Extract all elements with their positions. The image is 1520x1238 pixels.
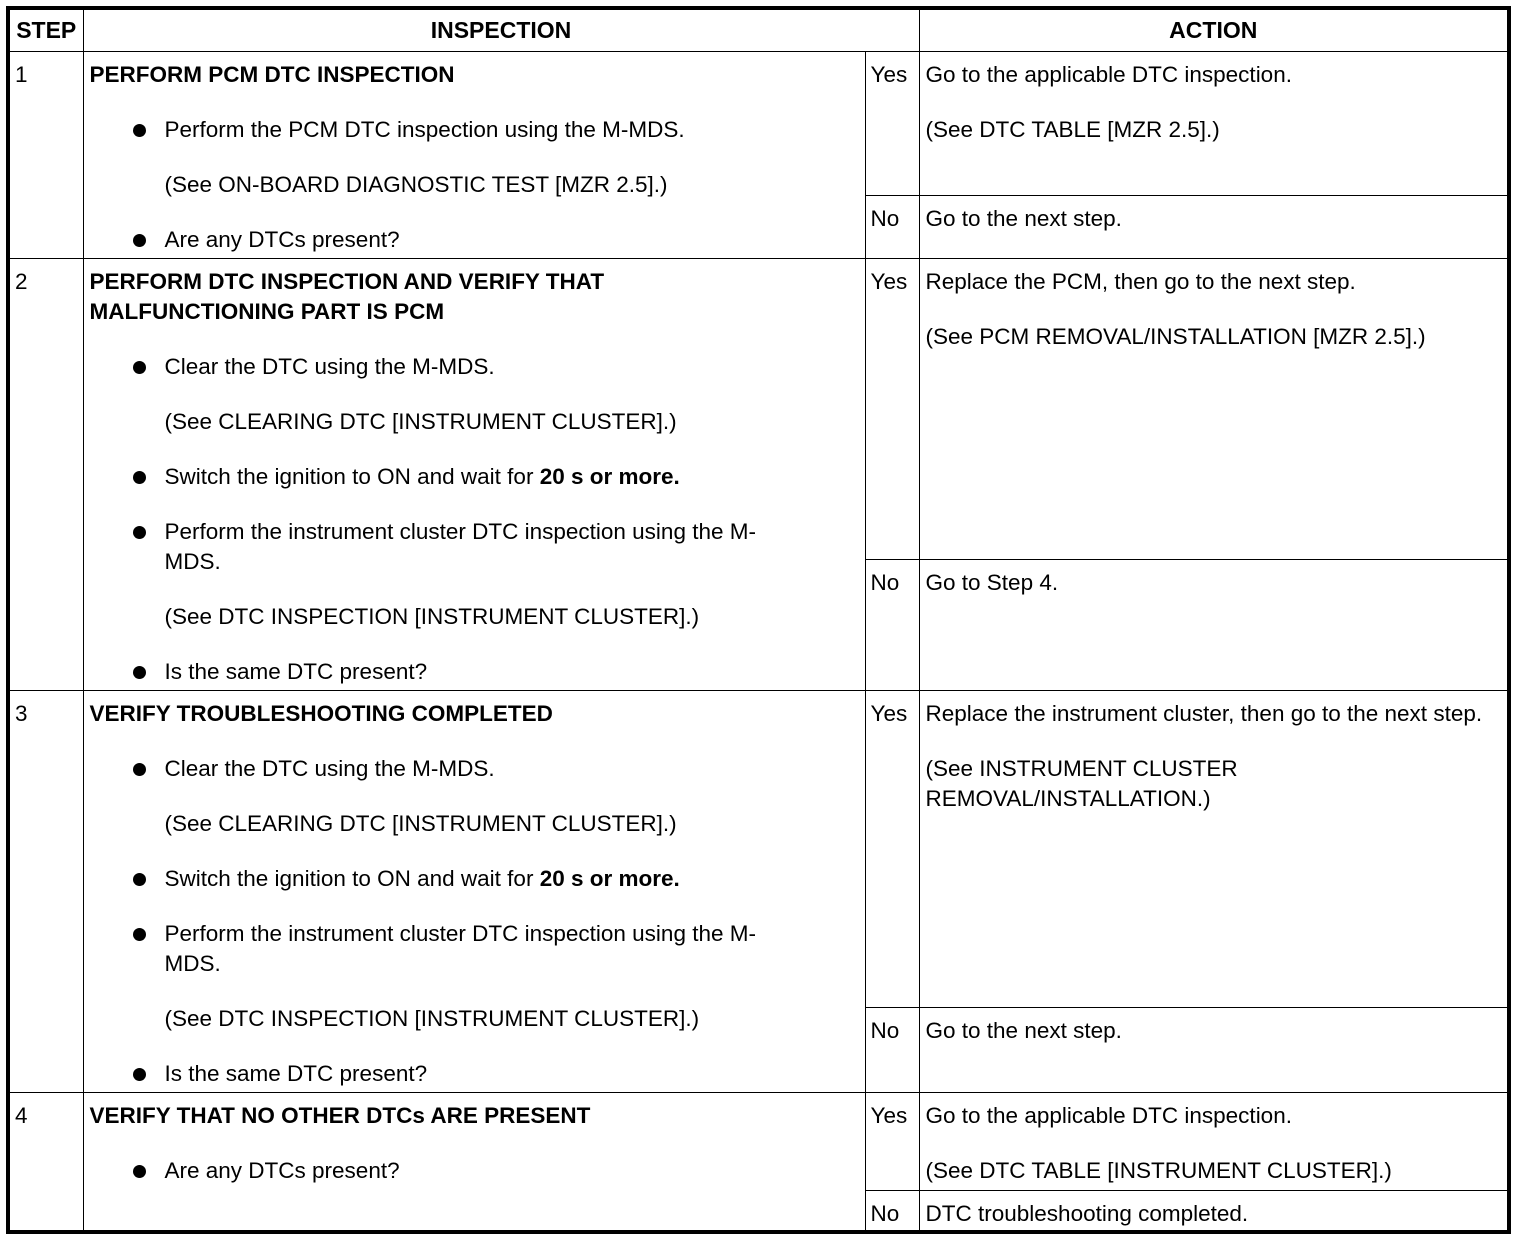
step-2-yes-label: Yes [865,259,919,560]
bullet-icon [133,1165,146,1178]
step-4-no-action: DTC troubleshooting completed. [919,1191,1509,1232]
step-1-reference-1: (See ON-BOARD DIAGNOSTIC TEST [MZR 2.5].) [164,172,668,197]
step-4-yes-row [8,1093,1509,1191]
step-4-number: 4 [8,1093,83,1232]
step-4-yes-label: Yes [865,1093,919,1191]
bullet-icon [133,873,146,886]
step-2-no-action: Go to Step 4. [919,560,1509,691]
step-1-bullet-2: Are any DTCs present? [90,225,865,255]
step-3-yes-reference: (See INSTRUMENT CLUSTER REMOVAL/INSTALLATION.) [925,756,1238,811]
bullet-icon [133,234,146,247]
step-3-no-action: Go to the next step. [919,1008,1509,1093]
step-3-yes-text: Replace the instrument cluster, then go to the next step. [925,701,1483,726]
step-3-reference-3: (See DTC INSPECTION [INSTRUMENT CLUSTER].) [164,1006,700,1031]
step-4-no-label: No [865,1191,919,1232]
step-1-title: PERFORM PCM DTC INSPECTION [89,62,455,87]
step-3-reference-1: (See CLEARING DTC [INSTRUMENT CLUSTER].) [164,811,677,836]
bullet-icon [133,124,146,137]
header-inspection: INSPECTION [83,8,919,52]
step-2-title: PERFORM DTC INSPECTION AND VERIFY THAT MALFUNCTIONING PART IS PCM [89,269,605,324]
troubleshooting-table [6,6,1511,1234]
step-3-yes-action [919,691,1509,1008]
step-2-reference-3: (See DTC INSPECTION [INSTRUMENT CLUSTER].) [164,604,700,629]
step-2-yes-row [8,259,1509,560]
step-2-yes-action [919,259,1509,560]
step-3-title: VERIFY TROUBLESHOOTING COMPLETED [89,701,553,726]
step-3-yes-row [8,691,1509,1008]
step-4-yes-action [919,1093,1509,1191]
header-action: ACTION [919,8,1509,52]
bullet-icon [133,526,146,539]
step-1-inspection [83,52,865,259]
step-1-yes-action [919,52,1509,196]
step-1-yes-reference: (See DTC TABLE [MZR 2.5].) [925,117,1220,142]
bullet-icon [133,1068,146,1081]
step-3-bullet-3: Perform the instrument cluster DTC inspection using the M-MDS. [90,919,865,979]
header-row [8,8,1509,52]
header-step: STEP [8,8,83,52]
step-1-no-label: No [865,196,919,259]
step-4-title: VERIFY THAT NO OTHER DTCs ARE PRESENT [89,1103,591,1128]
step-3-number: 3 [8,691,83,1093]
step-2-bullet-1: Clear the DTC using the M-MDS. [90,352,865,382]
step-1-bullet-1: Perform the PCM DTC inspection using the M-MDS. [90,115,865,145]
step-2-inspection [83,259,865,691]
bullet-icon [133,928,146,941]
bullet-icon [133,471,146,484]
step-4-bullet-1: Are any DTCs present? [90,1156,865,1186]
step-2-bullet-2: Switch the ignition to ON and wait for 20 s or more. [90,462,865,492]
step-3-bullet-4: Is the same DTC present? [90,1059,865,1089]
step-3-yes-label: Yes [865,691,919,1008]
step-3-bullet-2: Switch the ignition to ON and wait for 20 s or more. [90,864,865,894]
bullet-icon [133,763,146,776]
step-1-number: 1 [8,52,83,259]
step-3-bullet-1: Clear the DTC using the M-MDS. [90,754,865,784]
step-4-yes-reference: (See DTC TABLE [INSTRUMENT CLUSTER].) [925,1158,1392,1183]
step-2-reference-1: (See CLEARING DTC [INSTRUMENT CLUSTER].) [164,409,677,434]
bullet-icon [133,666,146,679]
step-2-bullet-3: Perform the instrument cluster DTC inspection using the M-MDS. [90,517,865,577]
step-2-yes-text: Replace the PCM, then go to the next step. [925,269,1356,294]
step-3-no-label: No [865,1008,919,1093]
step-3-inspection [83,691,865,1093]
step-2-no-label: No [865,560,919,691]
step-1-yes-text: Go to the applicable DTC inspection. [925,62,1292,87]
bullet-icon [133,361,146,374]
step-2-number: 2 [8,259,83,691]
step-2-yes-reference: (See PCM REMOVAL/INSTALLATION [MZR 2.5].) [925,324,1426,349]
step-1-yes-row [8,52,1509,196]
troubleshooting-document [6,6,1507,1230]
step-2-bullet-4: Is the same DTC present? [90,657,865,687]
step-1-no-action: Go to the next step. [919,196,1509,259]
step-1-yes-label: Yes [865,52,919,196]
step-4-inspection [83,1093,865,1232]
step-4-yes-text: Go to the applicable DTC inspection. [925,1103,1292,1128]
